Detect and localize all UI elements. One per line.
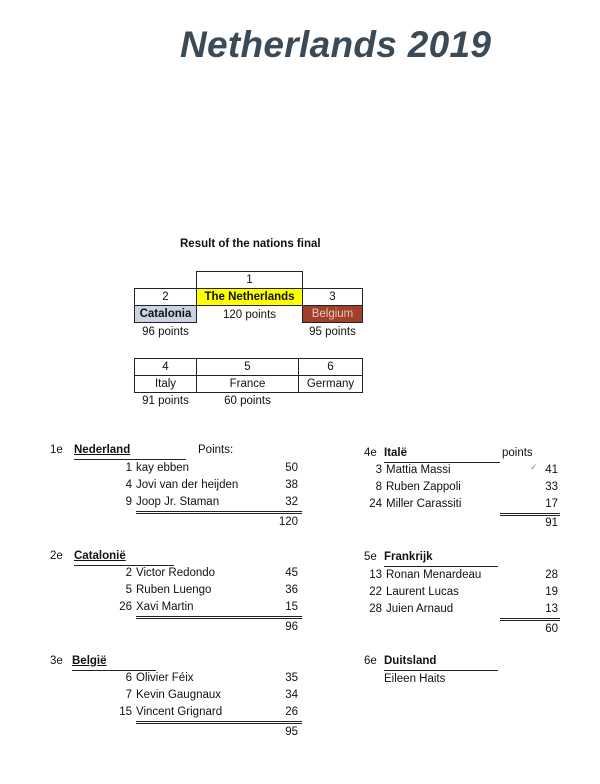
page-title: Netherlands 2019	[180, 24, 492, 65]
player-row: 7 Kevin Gaugnaux 34	[125, 689, 298, 701]
place-points-5: 60 points	[224, 395, 271, 407]
player-row: 8 Ruben Zappoli 33	[375, 481, 558, 493]
header-underline	[74, 565, 174, 566]
section-country: Italë	[384, 447, 408, 459]
header-underline	[384, 670, 498, 671]
section-catalonie	[50, 550, 310, 640]
podium-points-2: 96 points	[142, 326, 189, 338]
player-row: 22 Laurent Lucas 19	[369, 586, 558, 598]
section-rank: 4e	[364, 447, 377, 459]
section-country: België	[72, 655, 107, 667]
player-row: 28 Juien Arnaud 13	[369, 603, 558, 615]
place-name-5: France	[196, 375, 299, 393]
results-subtitle: Result of the nations final	[180, 238, 321, 250]
podium-name-2: Catalonia	[134, 305, 197, 323]
section-country: Frankrijk	[384, 551, 433, 563]
player-row: 1 kay ebben 50	[125, 462, 298, 474]
header-underline	[384, 566, 498, 567]
player-row: 13 Ronan Menardeau 28	[369, 569, 558, 581]
section-total: 91	[545, 517, 558, 529]
podium-rank-1: 1	[196, 271, 303, 289]
player-row: 9 Joop Jr. Staman 32	[125, 496, 298, 508]
section-belgie	[50, 655, 310, 745]
section-duitsland	[364, 655, 564, 695]
section-total: 120	[278, 516, 298, 528]
section-rank: 2e	[50, 550, 63, 562]
player-row: Eileen Haits	[384, 673, 446, 685]
section-country: Cataloniё	[74, 550, 126, 562]
podium-rank-2: 2	[134, 288, 197, 306]
section-total: 60	[545, 623, 558, 635]
podium-name-1: The Netherlands	[196, 288, 303, 306]
player-row: 24 Miller Carassiti 17	[369, 498, 558, 510]
section-country: Duitsland	[384, 655, 437, 667]
podium-name-3: Belgium	[302, 305, 363, 323]
player-row: 26 Xavi Martin 15	[119, 601, 298, 613]
place-points-4: 91 points	[142, 395, 189, 407]
player-row: 4 Jovi van der heijden 38	[125, 479, 298, 491]
total-double-line	[136, 721, 302, 724]
player-row: 2 Victor Redondo 45	[125, 567, 298, 579]
player-row: 5 Ruben Luengo 36	[125, 584, 298, 596]
section-country: Nederland	[74, 444, 131, 456]
total-double-line	[500, 513, 560, 516]
section-frankrijk	[364, 551, 564, 641]
section-rank: 6e	[364, 655, 377, 667]
header-underline	[384, 462, 500, 463]
section-italie	[364, 447, 564, 537]
header-underline	[74, 459, 186, 460]
section-nederland	[50, 444, 310, 534]
podium-rank-3: 3	[302, 288, 363, 306]
points-header: Points:	[198, 444, 234, 456]
points-header: points	[502, 447, 533, 459]
section-rank: 1e	[50, 444, 63, 456]
total-double-line	[136, 511, 302, 514]
place-rank-6: 6	[298, 358, 363, 376]
total-double-line	[136, 616, 302, 619]
place-name-4: Italy	[134, 375, 197, 393]
player-row: 15 Vincent Grignard 26	[119, 706, 298, 718]
section-rank: 5e	[364, 551, 377, 563]
header-underline	[72, 670, 156, 671]
place-name-6: Germany	[298, 375, 363, 393]
podium-points-3: 95 points	[309, 326, 356, 338]
tick-mark-icon: ✓	[530, 462, 538, 472]
total-double-line	[500, 618, 560, 621]
place-rank-5: 5	[196, 358, 299, 376]
section-total: 95	[285, 726, 298, 738]
section-rank: 3e	[50, 655, 63, 667]
player-row: 3 Mattia Massi 41	[375, 464, 558, 476]
section-total: 96	[285, 621, 298, 633]
podium-points-1: 120 points	[222, 309, 277, 321]
place-rank-4: 4	[134, 358, 197, 376]
player-row: 6 Olivier Féix 35	[125, 672, 298, 684]
